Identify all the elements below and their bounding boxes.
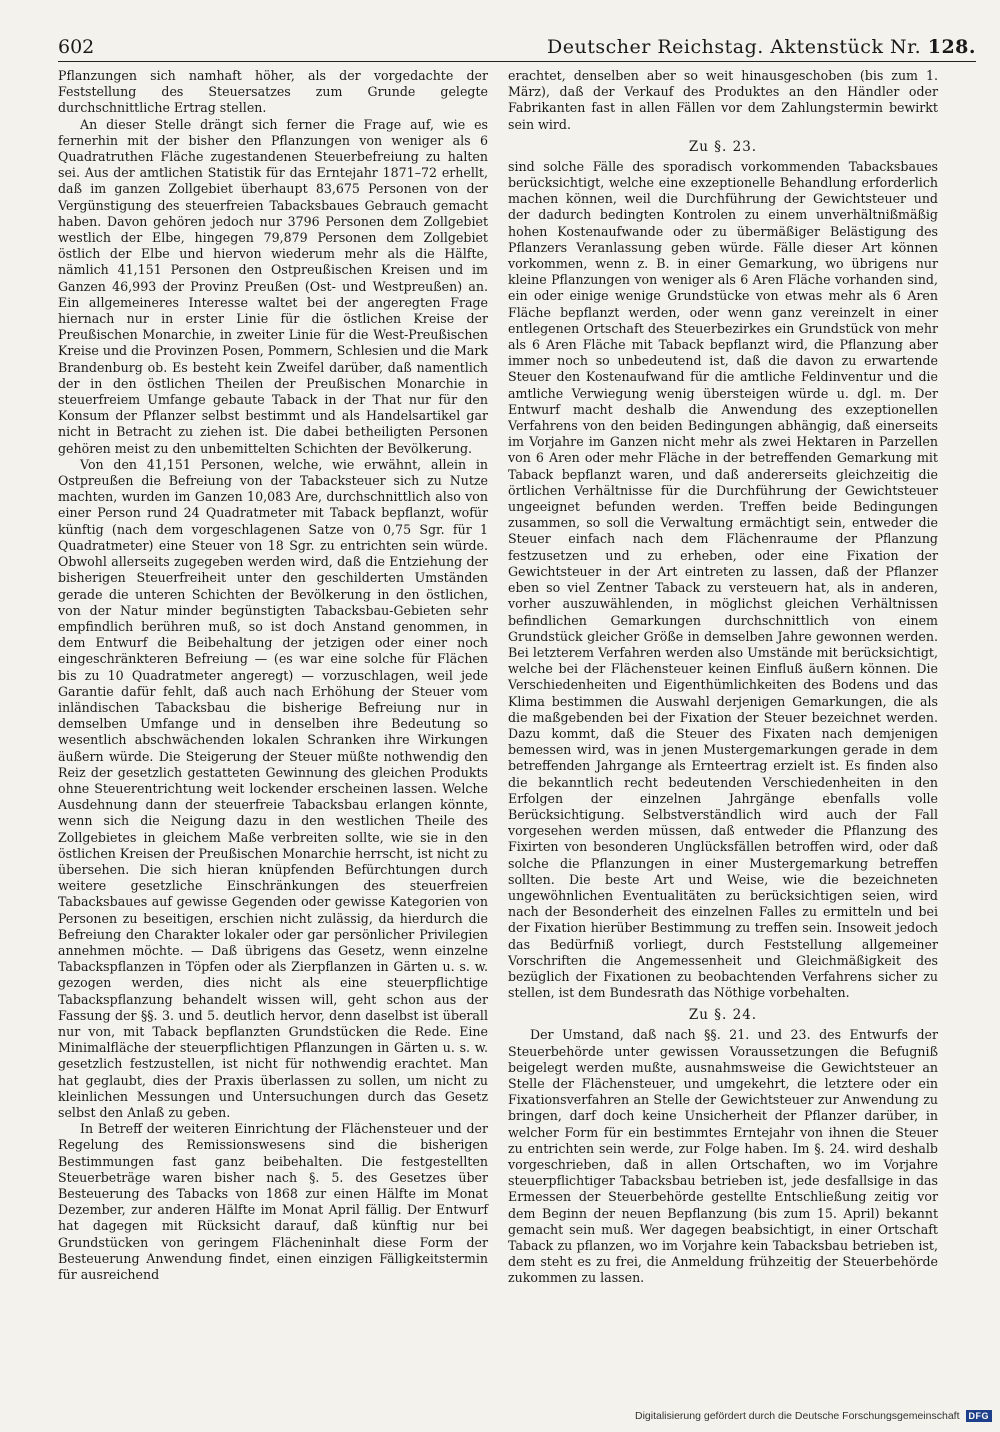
dfg-logo: DFG bbox=[966, 1410, 993, 1422]
left-column bbox=[58, 68, 488, 1287]
text-columns bbox=[58, 68, 976, 1287]
digitization-footer bbox=[635, 1410, 992, 1422]
paragraph: Der Umstand, daß nach §§. 21. und 23. des Entwurfs der Steuerbehörde unter gewissen Voraussetzungen die Befugniß beigelegt werden mußte, ausnahmsweise die Gewichtsteuer an Stelle der Flächensteuer, und umgekehrt, die letztere oder ein Fixationsverfahren an Stelle der Gewichtsteuer zur Anwendung zu bringen, darf doch keine Unsicherheit der Pflanzer darüber, in welcher Form für ein bestimmtes Erntejahr von ihnen die Steuer zu entrichten sein werde, zur Folge haben. Im §. 24. wird deshalb vorgeschrieben, daß in allen Ortschaften, wo im Vorjahre steuerpflichtiger Tabacksbau betrieben ist, jede desfallsige in das Ermessen der Steuerbehörde gestellte Entschließung zeitig vor dem Beginn der neuen Bepflanzung (bis zum 15. April) bekannt gemacht sein muß. Wer dagegen beabsichtigt, in einer Ortschaft Taback zu pflanzen, wo im Vorjahre kein Tabacksbau betrieben ist, dem steht es zu frei, die Anmeldung frühzeitig der Steuerbehörde zukommen zu lassen. bbox=[508, 1027, 938, 1286]
right-column bbox=[508, 68, 938, 1287]
paragraph: Pflanzungen sich namhaft höher, als der vorgedachte der Feststellung des Steuersatzes zum Grunde gelegte durchschnittliche Ertrag stellen. bbox=[58, 68, 488, 116]
paragraph: An dieser Stelle drängt sich ferner die Frage auf, wie es fernerhin mit der bisher den Pflanzungen von weniger als 6 Quadratruthen Fläche zugestandenen Steuerbefreiung zu halten sei. Aus der amtlichen Statistik für das Erntejahr 1871–72 erhellt, daß im ganzen Zollgebiet überhaupt 83,675 Personen von der Vergünstigung des steuerfreien Tabacksbaues Gebrauch gemacht haben. Davon gehören jedoch nur 3796 Personen dem Zollgebiet westlich der Elbe, hingegen 79,879 Personen dem Zollgebiet östlich der Elbe und hiervon wiederum mehr als die Hälfte, nämlich 41,151 Personen den Ostpreußischen Kreisen und im Ganzen 46,993 der Provinz Preußen (Ost- und Westpreußen) an. Ein allgemeineres Interesse waltet bei der angeregten Frage hiernach nur in erster Linie für die östlichen Kreise der Preußischen Monarchie, in zweiter Linie für die West-Preußischen Kreise und die Provinzen Posen, Pommern, Schlesien und die Mark Brandenburg ob. Es besteht kein Zweifel darüber, daß namentlich der in den östlichen Theilen der Preußischen Monarchie in steuerfreiem Umfange gebaute Taback in der That nur für den Konsum der Pflanzer selbst bestimmt und als Handelsartikel gar nicht in Betracht zu ziehen ist. Die dabei betheiligten Personen gehören meist zu den unbemittelten Schichten der Bevölkerung. bbox=[58, 116, 489, 456]
page-header bbox=[58, 30, 976, 62]
running-title-text: Deutscher Reichstag. Aktenstück Nr. bbox=[547, 36, 922, 58]
page-number: 602 bbox=[58, 36, 95, 58]
section-heading: Zu §. 24. bbox=[688, 1007, 758, 1024]
paragraph: In Betreff der weiteren Einrichtung der Flächensteuer und der Regelung des Remissionswesens sind die bisherigen Bestimmungen fast ganz beibehalten. Die festgestellten Steuerbeträge waren bisher nach §. 5. des Gesetzes über Besteuerung des Tabacks von 1868 zur einen Hälfte im Monat Dezember, zur anderen Hälfte im Monat April fällig. Der Entwurf hat dagegen mit Rücksicht darauf, daß künftig nur bei Grundstücken von geringem Flächeninhalt diese Form der Besteuerung Anwendung findet, einen einzigen Fälligkeitstermin für ausreichend bbox=[58, 1121, 488, 1283]
document-page bbox=[58, 30, 976, 1400]
paragraph: sind solche Fälle des sporadisch vorkommenden Tabacksbaues berücksichtigt, welche eine exzeptionelle Behandlung erforderlich machen können, weil die Durchführung der Gewichtsteuer und der dadurch bedingten Kontrolen zu einem unverhältnißmäßig hohen Kostenaufwande oder zu übermäßiger Belästigung des Pflanzers Veranlassung geben würde. Fälle dieser Art können vorkommen, wenn z. B. in einer Gemarkung, wo übrigens nur kleine Pflanzungen von weniger als 6 Aren Fläche vorhanden sind, ein oder einige wenige Grundstücke von etwas mehr als 6 Aren Fläche bepflanzt werden, oder wenn ganz vereinzelt in einer entlegenen Ortschaft des Steuerbezirkes ein Grundstück von mehr als 6 Aren Fläche mit Taback bepflanzt wird, die Pflanzung aber immer noch so unbedeutend ist, daß die davon zu erwartende Steuer den Kostenaufwand für die amtliche Feldinventur und die amtliche Verwiegung wenig übersteigen würde u. dgl. m. Der Entwurf macht deshalb die Anwendung des exzeptionellen Verfahrens von den beiden Bedingungen abhängig, daß einerseits im Vorjahre im Ganzen nicht mehr als zwei Hektaren in Parzellen von 6 Aren oder mehr Fläche in der betreffenden Gemarkung mit Taback bepflanzt waren, und daß andererseits gleichzeitig die örtlichen Verhältnisse für die Durchführung der Gewichtsteuer ungeeignet befunden werden. Treffen beide Bedingungen zusammen, so soll die Verwaltung ermächtigt sein, entweder die Steuer einfach nach dem Flächenraume der Pflanzung festzusetzen und zu erheben, oder eine Fixation der Gewichtsteuer in der Art eintreten zu lassen, daß der Pflanzer eben so viel Zentner Taback zu versteuern hat, als in anderen, vorher auszuwählenden, in möglichst gleichen Verhältnissen befindlichen Gemarkungen durchschnittlich von einem Grundstück gleicher Größe in demselben Jahre gewonnen werden. Bei letzterem Verfahren werden also Umstände mit berücksichtigt, welche bei der Flächensteuer keinen Einfluß äußern können. Die Verschiedenheiten und Eigenthümlichkeiten des Bodens und das Klima bestimmen die Auswahl derjenigen Gemarkungen, die als die maßgebenden bei der Fixation der Steuer bezeichnet werden. Dazu kommt, daß die Steuer des Fixaten nach demjenigen bemessen wird, was in jenen Mustergemarkungen gerade in dem betreffenden Jahrgange als Ernteertrag erzielt ist. Es finden also die bekanntlich recht bedeutenden Verschiedenheiten in den Erfolgen der einzelnen Jahrgänge ebenfalls volle Berücksichtigung. Selbstverständlich wird auch der Fall vorgesehen werden müssen, daß entweder die Pflanzung des Fixirten von besonderen Unglücksfällen betroffen wird, oder daß solche die Pflanzungen in einer Mustergemarkung betreffen sollten. Die beste Art und Weise, wie die bezeichneten ungewöhnlichen Eventualitäten zu berücksichtigen seien, wird nach der Besonderheit des einzelnen Falles zu ermitteln und bei der Fixation hierüber Bestimmung zu treffen sein. Insoweit jedoch das Bedürfniß vorliegt, durch Feststellung allgemeiner Vorschriften die Angemessenheit und Gleichmäßigkeit des bezüglich der Fixationen zu beobachtenden Verfahrens sicher zu stellen, ist dem Bundesrath das Nöthige vorbehalten. bbox=[508, 158, 938, 1001]
running-title bbox=[547, 36, 976, 58]
paragraph: erachtet, denselben aber so weit hinausgeschoben (bis zum 1. März), daß der Verkauf des Produktes an den Händler oder Fabrikanten fast in allen Fällen vor dem Zahlungstermin bewirkt sein wird. bbox=[508, 68, 938, 132]
footer-text: Digitalisierung gefördert durch die Deutsche Forschungsgemeinschaft bbox=[634, 1410, 960, 1422]
section-heading: Zu §. 23. bbox=[688, 138, 758, 155]
paragraph: Von den 41,151 Personen, welche, wie erwähnt, allein in Ostpreußen die Befreiung von der Tabacksteuer sich zu Nutze machten, wurden im Ganzen 10,083 Are, durchschnittlich also von einer Person rund 24 Quadratmeter mit Taback bepflanzt, wofür künftig (nach dem vorgeschlagenen Satze von 0,75 Sgr. für 1 Quadratmeter) eine Steuer von 18 Sgr. zu entrichten sein würde. Obwohl allerseits zugegeben werden wird, daß die Entziehung der bisherigen Steuerfreiheit unter den geschilderten Umständen gerade die unteren Schichten der Bevölkerung in den östlichen, von der Natur minder begünstigten Tabacksbau-Gebieten sehr empfindlich berühren muß, so ist doch Anstand genommen, in dem Entwurf die Beibehaltung der jetzigen oder einer noch eingeschränkteren Befreiung — (es war eine solche für Flächen bis zu 10 Quadratmeter angeregt) — vorzuschlagen, weil jede Garantie dafür fehlt, daß auch nach Erhöhung der Steuer vom inländischen Tabacksbau die bisherige Befreiung nur in demselben Umfange und in denselben ihre Bedeutung so wesentlich abschwächenden lokalen Schranken ihre Wirkungen äußern würde. Die Steigerung der Steuer müßte nothwendig den Reiz der gesetzlich gestatteten Gewinnung des gleichen Produkts ohne Steuerentrichtung weit lockender erscheinen lassen. Welche Ausdehnung dann der steuerfreie Tabacksbau erlangen könnte, wenn sich die Neigung dazu in den westlichen Theile des Zollgebietes in gleichem Maße verbreiten sollte, wie sie in den östlichen Kreisen der Preußischen Monarchie herrscht, ist nicht zu übersehen. Die sich hieran knüpfenden Befürchtungen durch weitere gesetzliche Einschränkungen des steuerfreien Tabacksbaues auf gewisse Gegenden oder gewisse Kategorien von Personen zu beseitigen, erschien nicht zulässig, da hierdurch die Befreiung den Charakter lokaler oder gar persönlicher Privilegien annehmen möchte. — Daß übrigens das Gesetz, wenn einzelne Tabackspflanzen in Töpfen oder als Zierpflanzen in Gärten u. s. w. gezogen werden, dies nicht als eine steuerpflichtige Tabackspflanzung behandelt wissen will, geht schon aus der Fassung der §§. 3. und 5. deutlich hervor, denn daselbst ist überall nur von, mit Taback bepflanzten Grundstücken die Rede. Eine Minimalfläche der steuerpflichtigen Pflanzungen in Gärten u. s. w. gesetzlich festzustellen, ist nicht für nothwendig erachtet. Man hat geglaubt, dies der Praxis überlassen zu sollen, um nicht zu kleinlichen Messungen und Untersuchungen durch das Gesetz selbst den Anlaß zu geben. bbox=[58, 456, 488, 1120]
document-number: 128. bbox=[927, 36, 976, 58]
